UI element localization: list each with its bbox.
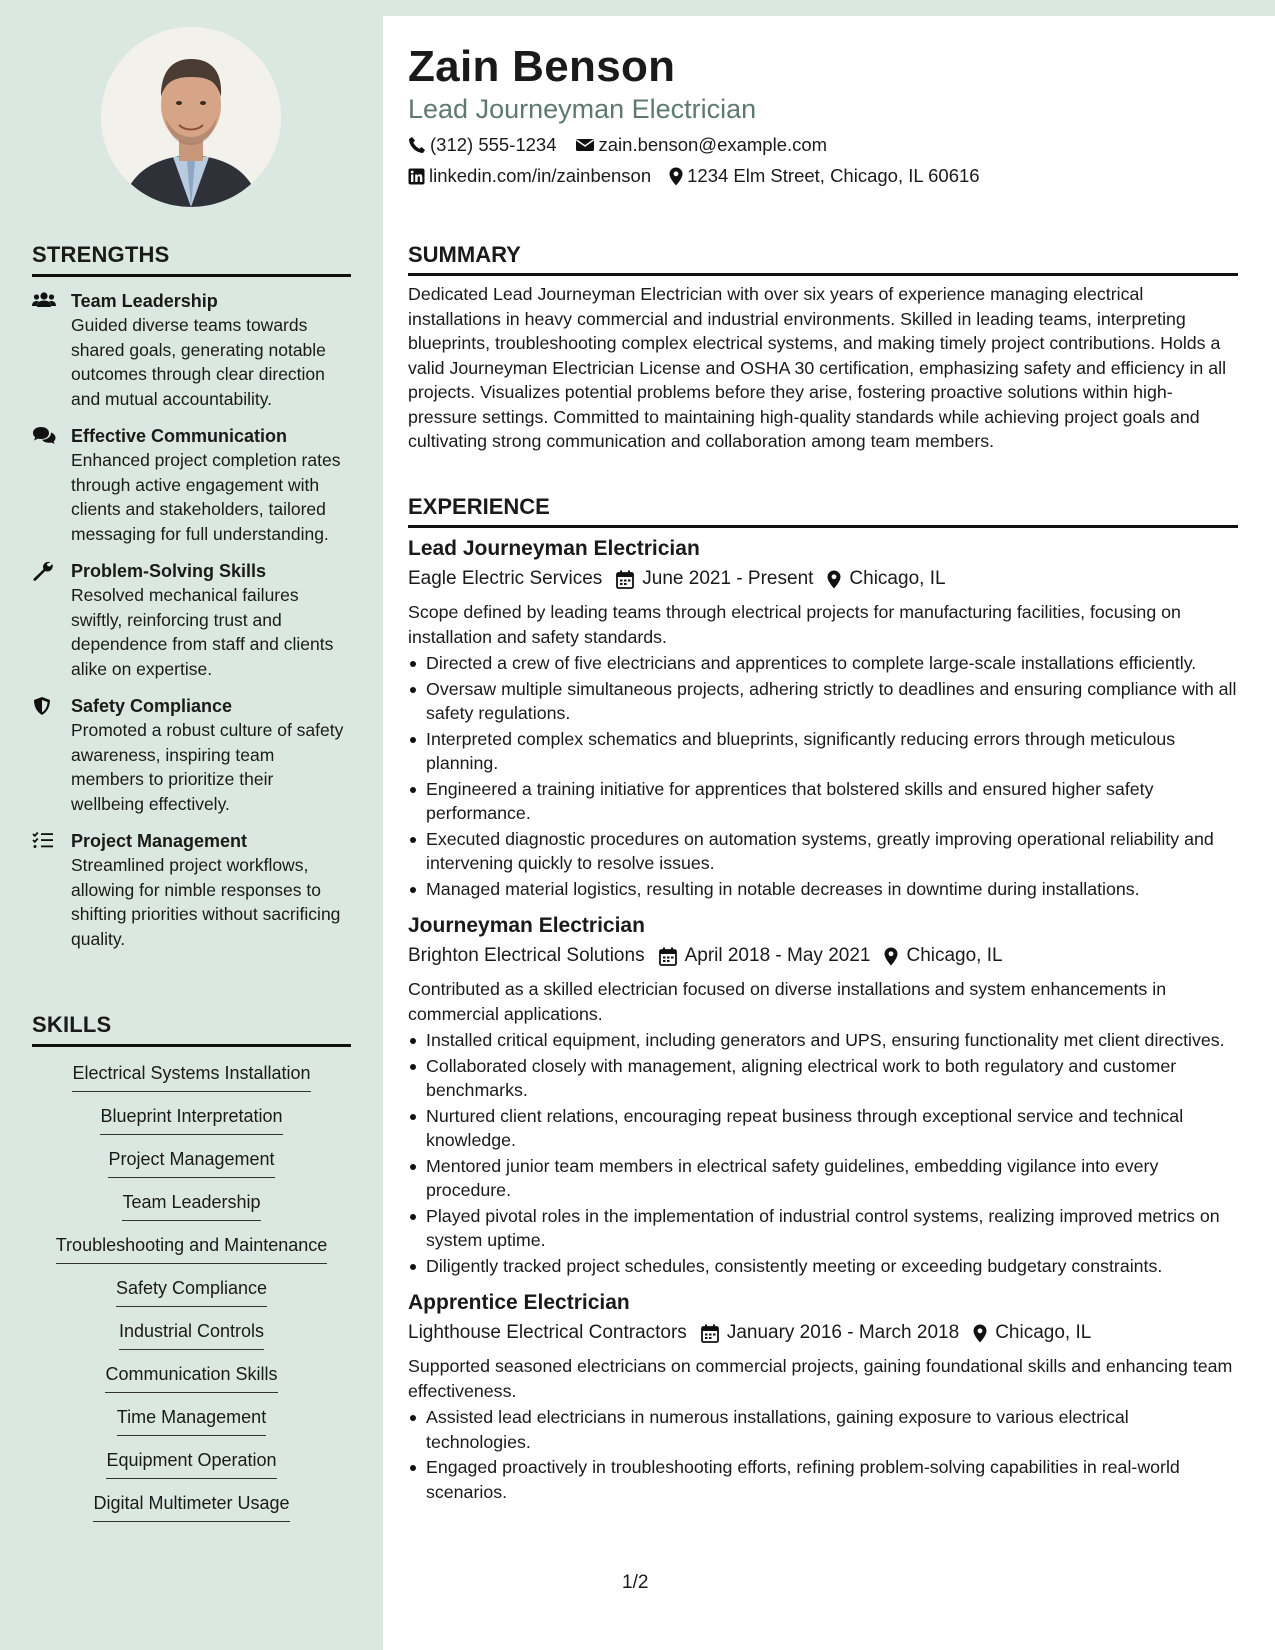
strength-item xyxy=(32,559,351,681)
envelope-icon xyxy=(575,137,595,153)
skill-item: Electrical Systems Installation xyxy=(72,1061,310,1092)
job-title: Lead Journeyman Electrician xyxy=(408,537,700,560)
job-location: Chicago, IL xyxy=(849,568,946,589)
strength-name: Project Management xyxy=(71,831,248,851)
bullet-item: Collaborated closely with management, aligning electrical work to both regulatory and customer benchmarks. xyxy=(408,1054,1238,1103)
experience-heading: EXPERIENCE xyxy=(408,494,1238,528)
strength-name: Team Leadership xyxy=(71,291,218,311)
strength-desc: Resolved mechanical failures swiftly, reinforcing trust and dependence from staff and clients alike on expertise. xyxy=(71,585,334,679)
shield-icon xyxy=(32,696,56,716)
address-text: 1234 Elm Street, Chicago, IL 60616 xyxy=(687,165,980,186)
bullet-item: Executed diagnostic procedures on automation systems, greatly improving operational reliability and intervening quickly to resolve issues. xyxy=(408,827,1238,876)
skill-item: Troubleshooting and Maintenance xyxy=(56,1233,328,1264)
job-bullets xyxy=(408,651,1238,901)
bullet-item: Directed a crew of five electricians and apprentices to complete large-scale installations efficiently. xyxy=(408,651,1238,676)
location-pin-icon xyxy=(884,947,898,966)
strength-item xyxy=(32,289,351,411)
job-meta xyxy=(408,564,1238,594)
skill-item: Safety Compliance xyxy=(116,1276,267,1307)
email-text[interactable]: zain.benson@example.com xyxy=(598,134,828,155)
candidate-title: Lead Journeyman Electrician xyxy=(408,94,757,124)
calendar-icon xyxy=(659,947,677,966)
job-dates: April 2018 - May 2021 xyxy=(684,945,871,966)
summary-section xyxy=(408,242,1238,454)
job-title: Journeyman Electrician xyxy=(408,914,645,937)
strength-desc: Promoted a robust culture of safety awareness, inspiring team members to prioritize their wellbeing effectively. xyxy=(71,720,344,814)
summary-text: Dedicated Lead Journeyman Electrician with over six years of experience managing electrical installations in heavy commercial and industrial environments. Skilled in leading teams, interpreting blueprints, troubleshooting complex electrical systems, and making timely project contributions. Holds a valid Journeyman Electrician License and OSHA 30 certification, emphasizing safety and efficiency in all projects. Visualizes potential problems before they arise, fostering proactive solutions within high-pressure settings. Committed to maintaining high-quality standards while achieving project goals and cultivating strong communication and collaboration among team members. xyxy=(408,284,1227,451)
job-location: Chicago, IL xyxy=(995,1322,1092,1343)
job-dates: January 2016 - March 2018 xyxy=(726,1322,960,1343)
job-entry xyxy=(408,534,1238,901)
strengths-heading: STRENGTHS xyxy=(32,242,351,277)
list-check-icon xyxy=(32,831,56,851)
job-meta xyxy=(408,941,1238,971)
strength-name: Safety Compliance xyxy=(71,696,233,716)
skill-item: Project Management xyxy=(108,1147,274,1178)
strengths-list xyxy=(32,289,351,951)
bullet-item: Played pivotal roles in the implementation of industrial control systems, realizing improved metrics on system uptime. xyxy=(408,1204,1238,1253)
bullet-item: Interpreted complex schematics and blueprints, significantly reducing errors through meticulous planning. xyxy=(408,727,1238,776)
bullet-item: Nurtured client relations, encouraging repeat business through exceptional service and technical knowledge. xyxy=(408,1104,1238,1153)
main-content xyxy=(383,16,1275,1650)
job-entry xyxy=(408,1288,1238,1504)
location-pin-icon xyxy=(973,1324,987,1343)
job-dates-wrap xyxy=(701,1318,959,1348)
strength-desc: Streamlined project workflows, allowing for nimble responses to shifting priorities without sacrificing quality. xyxy=(71,855,341,949)
strength-item xyxy=(32,829,351,951)
job-description: Scope defined by leading teams through electrical projects for manufacturing facilities, focusing on installation and safety standards. xyxy=(408,602,1181,647)
job-dates: June 2021 - Present xyxy=(642,568,814,589)
job-dates-wrap xyxy=(659,941,871,971)
page-number: 1/2 xyxy=(622,1572,649,1593)
phone-contact xyxy=(408,134,557,156)
calendar-icon xyxy=(701,1324,719,1343)
strength-name: Problem-Solving Skills xyxy=(71,561,267,581)
calendar-icon xyxy=(616,570,634,589)
sidebar xyxy=(0,0,383,1650)
strengths-section xyxy=(32,242,351,964)
job-location-wrap xyxy=(884,941,1002,971)
skills-list xyxy=(32,1061,351,1534)
job-bullets xyxy=(408,1405,1238,1504)
job-dates-wrap xyxy=(616,564,813,594)
address-contact xyxy=(669,165,979,187)
job-company: Eagle Electric Services xyxy=(408,568,603,589)
users-icon xyxy=(32,291,56,311)
bullet-item: Engineered a training initiative for apprentices that bolstered skills and ensured higher safety performance. xyxy=(408,777,1238,826)
skill-item: Digital Multimeter Usage xyxy=(93,1491,289,1522)
linkedin-contact[interactable] xyxy=(408,165,651,187)
experience-section xyxy=(408,494,1238,1505)
strength-item xyxy=(32,424,351,546)
job-entry xyxy=(408,911,1238,1278)
linkedin-icon xyxy=(408,168,425,185)
linkedin-text[interactable]: linkedin.com/in/zainbenson xyxy=(429,165,652,186)
job-meta xyxy=(408,1318,1238,1348)
job-title: Apprentice Electrician xyxy=(408,1291,630,1314)
skills-heading: SKILLS xyxy=(32,1012,351,1047)
bullet-item: Installed critical equipment, including generators and UPS, ensuring functionality met client directives. xyxy=(408,1028,1238,1053)
location-pin-icon xyxy=(827,570,841,589)
skill-item: Equipment Operation xyxy=(106,1448,276,1479)
wrench-icon xyxy=(32,561,56,581)
job-description: Contributed as a skilled electrician focused on diverse installations and system enhancements in commercial applications. xyxy=(408,979,1167,1024)
bullet-item: Managed material logistics, resulting in notable decreases in downtime during installations. xyxy=(408,877,1238,902)
job-bullets xyxy=(408,1028,1238,1278)
candidate-name: Zain Benson xyxy=(408,42,676,91)
chat-bubbles-icon xyxy=(32,426,56,446)
strength-desc: Guided diverse teams towards shared goals, generating notable outcomes through clear direction and mutual accountability. xyxy=(71,315,326,409)
location-pin-icon xyxy=(669,167,683,186)
skill-item: Time Management xyxy=(117,1405,266,1436)
job-location: Chicago, IL xyxy=(906,945,1003,966)
bullet-item: Diligently tracked project schedules, consistently meeting or exceeding budgetary constraints. xyxy=(408,1254,1238,1279)
strength-item xyxy=(32,694,351,816)
job-location-wrap xyxy=(973,1318,1091,1348)
strength-name: Effective Communication xyxy=(71,426,288,446)
skills-section xyxy=(32,1012,351,1534)
strength-desc: Enhanced project completion rates through active engagement with clients and stakeholders, tailored messaging for full understanding. xyxy=(71,450,341,544)
skill-item: Team Leadership xyxy=(122,1190,260,1221)
job-company: Brighton Electrical Solutions xyxy=(408,945,645,966)
summary-heading: SUMMARY xyxy=(408,242,1238,276)
job-location-wrap xyxy=(827,564,945,594)
skill-item: Blueprint Interpretation xyxy=(100,1104,282,1135)
bullet-item: Engaged proactively in troubleshooting efforts, refining problem-solving capabilities in real-world scenarios. xyxy=(408,1455,1238,1504)
contact-row-1 xyxy=(408,134,845,156)
bullet-item: Assisted lead electricians in numerous installations, gaining exposure to various electrical technologies. xyxy=(408,1405,1238,1454)
skill-item: Industrial Controls xyxy=(119,1319,264,1350)
job-company: Lighthouse Electrical Contractors xyxy=(408,1322,687,1343)
skill-item: Communication Skills xyxy=(105,1362,277,1393)
phone-text: (312) 555-1234 xyxy=(430,134,557,155)
email-contact[interactable] xyxy=(575,134,828,156)
job-description: Supported seasoned electricians on commercial projects, gaining foundational skills and enhancing team effectiveness. xyxy=(408,1356,1233,1401)
phone-icon xyxy=(408,136,426,154)
contact-row-2 xyxy=(408,165,998,187)
bullet-item: Oversaw multiple simultaneous projects, adhering strictly to deadlines and ensuring compliance with all safety regulations. xyxy=(408,677,1238,726)
bullet-item: Mentored junior team members in electrical safety guidelines, embedding vigilance into every procedure. xyxy=(408,1154,1238,1203)
profile-photo xyxy=(101,27,281,207)
